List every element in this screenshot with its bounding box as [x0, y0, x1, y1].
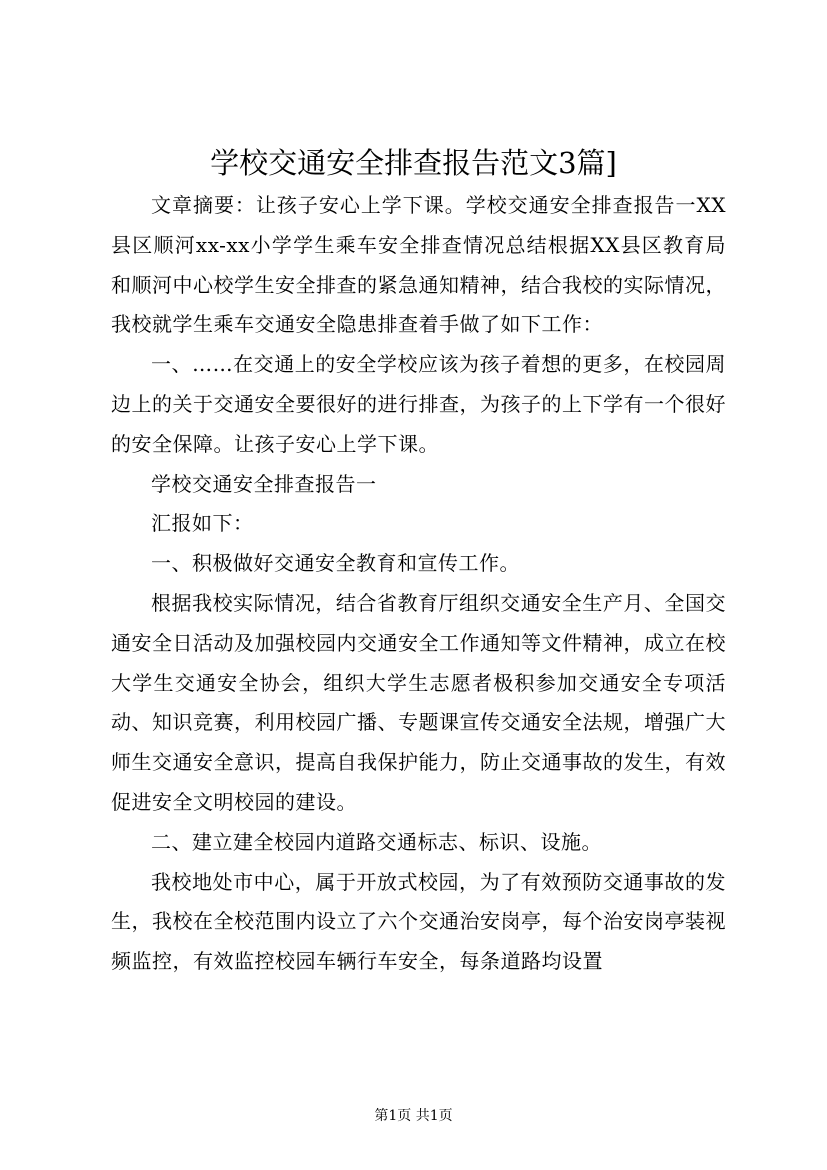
- paragraph-intro-1: 一、……在交通上的安全学校应该为孩子着想的更多，在校园周边上的关于交通安全要很好的进行排查，为孩子的上下学有一个很好的安全保障。让孩子安心上学下课。: [111, 352, 726, 456]
- section-heading-2: 二、建立建全校园内道路交通标志、标识、设施。: [151, 829, 602, 854]
- paragraph-abstract: 文章摘要：让孩子安心上学下课。学校交通安全排查报告一XX县区顺河xx-xx小学学生乘车安全排查情况总结根据XX县区教育局和顺河中心校学生安全排查的紧急通知精神，结合我校的实际情况，我校就学生乘车交通安全隐患排查着手做了如下工作：: [111, 193, 726, 337]
- page-footer: 第1页 共1页: [374, 1108, 453, 1124]
- paragraph-section-1: 根据我校实际情况，结合省教育厅组织交通安全生产月、全国交通安全日活动及加强校园内交通安全工作通知等文件精神，成立在校大学生交通安全协会，组织大学生志愿者极积参加交通安全专项活动、知识竞赛，利用校园广播、专题课宣传交通安全法规，增强广大师生交通安全意识，提高自我保护能力，防止交通事故的发生，有效促进安全文明校园的建设。: [111, 590, 726, 814]
- document-body: [111, 186, 726, 982]
- paragraph-report-heading: 学校交通安全排查报告一: [151, 471, 377, 496]
- paragraph-section-2: 我校地处市中心，属于开放式校园，为了有效预防交通事故的发生，我校在全校范围内设立了六个交通治安岗亭，每个治安岗亭装视频监控，有效监控校园车辆行车安全，每条道路均设置: [111, 869, 726, 974]
- paragraph-report-intro: 汇报如下：: [151, 511, 254, 536]
- page-title: 学校交通安全排查报告范文3篇]: [210, 146, 617, 180]
- section-heading-1: 一、积极做好交通安全教育和宣传工作。: [151, 551, 520, 576]
